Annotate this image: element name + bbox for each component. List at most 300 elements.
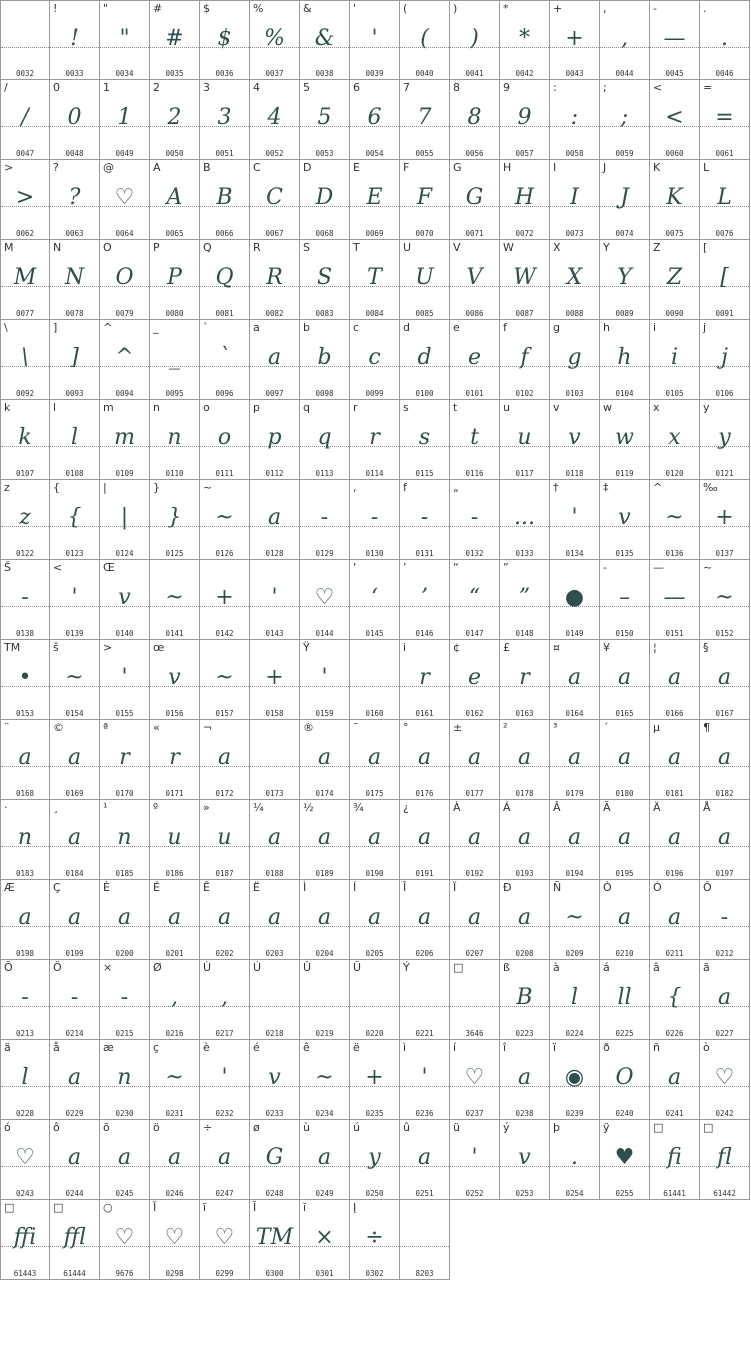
character-code: 0233 bbox=[265, 1109, 284, 1118]
character-label: ¿ bbox=[403, 801, 409, 814]
character-code: 0045 bbox=[665, 69, 684, 78]
character-code: 0206 bbox=[415, 949, 434, 958]
character-label: è bbox=[203, 1041, 210, 1054]
character-code: 0075 bbox=[665, 229, 684, 238]
glyph-sample: ♡ bbox=[164, 1225, 185, 1250]
character-label: ë bbox=[353, 1041, 360, 1054]
character-code: 0058 bbox=[565, 149, 584, 158]
character-label: } bbox=[153, 481, 160, 494]
character-code: 0124 bbox=[115, 549, 134, 558]
glyph-cell bbox=[450, 480, 500, 560]
glyph-cell bbox=[550, 640, 600, 720]
character-code: 0100 bbox=[415, 389, 434, 398]
glyph-row bbox=[0, 640, 750, 720]
glyph-cell bbox=[200, 1200, 250, 1280]
glyph-sample: 2 bbox=[167, 105, 182, 130]
character-label: ô bbox=[53, 1121, 60, 1134]
glyph-sample bbox=[400, 978, 449, 1018]
character-code: 0094 bbox=[115, 389, 134, 398]
glyph-sample: : bbox=[570, 105, 579, 130]
glyph-cell bbox=[200, 1040, 250, 1120]
character-label: : bbox=[553, 81, 557, 94]
glyph-sample: a bbox=[717, 665, 732, 690]
glyph-cell bbox=[250, 960, 300, 1040]
character-code: 0225 bbox=[615, 1029, 634, 1038]
glyph-cell bbox=[350, 1040, 400, 1120]
character-label: | bbox=[103, 481, 107, 494]
character-code: 0131 bbox=[415, 549, 434, 558]
glyph-sample: ♡ bbox=[114, 1225, 135, 1250]
glyph-sample: a bbox=[667, 745, 682, 770]
character-code: 0067 bbox=[265, 229, 284, 238]
character-label: □ bbox=[653, 1121, 664, 1134]
glyph-row bbox=[0, 960, 750, 1040]
character-label: , bbox=[603, 2, 607, 15]
character-code: 0083 bbox=[315, 309, 334, 318]
glyph-sample: e bbox=[467, 665, 482, 690]
character-label: í bbox=[453, 1041, 457, 1054]
character-code: 0036 bbox=[215, 69, 234, 78]
character-label: À bbox=[453, 801, 461, 814]
character-code: 0066 bbox=[215, 229, 234, 238]
glyph-sample: j bbox=[721, 345, 728, 370]
character-code: 0105 bbox=[665, 389, 684, 398]
character-label: / bbox=[4, 81, 8, 94]
character-code: 0123 bbox=[65, 549, 84, 558]
character-label: — bbox=[653, 561, 664, 574]
character-code: 0134 bbox=[565, 549, 584, 558]
glyph-cell bbox=[700, 640, 750, 720]
glyph-cell bbox=[550, 1040, 600, 1120]
character-label: ~ bbox=[203, 481, 213, 494]
glyph-cell bbox=[150, 640, 200, 720]
glyph-sample: f bbox=[520, 345, 529, 370]
character-label: ó bbox=[4, 1121, 11, 1134]
glyph-cell bbox=[700, 320, 750, 400]
glyph-cell bbox=[600, 1120, 650, 1200]
character-label: @ bbox=[103, 161, 114, 174]
glyph-sample: a bbox=[117, 1145, 132, 1170]
glyph-cell bbox=[0, 880, 50, 960]
glyph-sample: ● bbox=[564, 585, 585, 610]
character-code: 0078 bbox=[65, 309, 84, 318]
glyph-cell bbox=[150, 1040, 200, 1120]
character-code: 0205 bbox=[365, 949, 384, 958]
glyph-sample: ; bbox=[620, 105, 629, 130]
glyph-sample: s bbox=[418, 425, 431, 450]
character-label: B bbox=[203, 161, 211, 174]
character-label: ¤ bbox=[553, 641, 560, 654]
glyph-cell bbox=[350, 1200, 400, 1280]
glyph-sample: ' bbox=[271, 585, 278, 610]
glyph-sample: a bbox=[617, 905, 632, 930]
glyph-sample: | bbox=[120, 505, 129, 530]
glyph-cell bbox=[200, 960, 250, 1040]
glyph-cell bbox=[500, 960, 550, 1040]
glyph-cell bbox=[250, 800, 300, 880]
character-code: 0232 bbox=[215, 1109, 234, 1118]
character-label: f bbox=[503, 321, 507, 334]
glyph-cell bbox=[100, 80, 150, 160]
character-code: 0129 bbox=[315, 549, 334, 558]
character-label: ÿ bbox=[603, 1121, 610, 1134]
character-label: t bbox=[453, 401, 458, 414]
glyph-cell bbox=[400, 560, 450, 640]
character-code: 0190 bbox=[365, 869, 384, 878]
glyph-cell bbox=[400, 1200, 450, 1280]
glyph-cell bbox=[450, 880, 500, 960]
character-label: ® bbox=[303, 721, 314, 734]
character-label: ï bbox=[553, 1041, 557, 1054]
glyph-sample: { bbox=[667, 985, 682, 1010]
character-label: □ bbox=[703, 1121, 714, 1134]
glyph-cell bbox=[700, 160, 750, 240]
glyph-sample: G bbox=[465, 185, 484, 210]
character-label: ³ bbox=[553, 721, 558, 734]
character-code: 0209 bbox=[565, 949, 584, 958]
character-label: È bbox=[103, 881, 110, 894]
character-code: 0140 bbox=[115, 629, 134, 638]
character-code: 0043 bbox=[565, 69, 584, 78]
character-code: 0041 bbox=[465, 69, 484, 78]
glyph-cell bbox=[50, 1120, 100, 1200]
glyph-sample: — bbox=[663, 26, 686, 51]
glyph-cell bbox=[550, 800, 600, 880]
character-code: 0116 bbox=[465, 469, 484, 478]
glyph-sample: B bbox=[216, 185, 233, 210]
glyph-sample: r bbox=[169, 745, 180, 770]
character-code: 8203 bbox=[415, 1269, 434, 1278]
glyph-cell bbox=[300, 480, 350, 560]
character-code: 0167 bbox=[715, 709, 734, 718]
glyph-sample: H bbox=[514, 185, 535, 210]
glyph-sample: k bbox=[18, 425, 32, 450]
character-label: ¥ bbox=[603, 641, 610, 654]
glyph-cell bbox=[550, 1120, 600, 1200]
glyph-sample: a bbox=[467, 745, 482, 770]
glyph-cell bbox=[50, 0, 100, 80]
glyph-cell bbox=[450, 320, 500, 400]
character-code: 0082 bbox=[265, 309, 284, 318]
glyph-sample: e bbox=[467, 345, 482, 370]
glyph-sample: - bbox=[21, 585, 29, 610]
glyph-sample: a bbox=[517, 905, 532, 930]
glyph-sample: & bbox=[314, 26, 335, 51]
glyph-cell bbox=[650, 640, 700, 720]
character-code: 0188 bbox=[265, 869, 284, 878]
glyph-cell bbox=[400, 1120, 450, 1200]
glyph-cell bbox=[150, 320, 200, 400]
character-label: Å bbox=[703, 801, 711, 814]
glyph-sample: n bbox=[17, 825, 33, 850]
character-label: þ bbox=[553, 1121, 560, 1134]
character-label: u bbox=[503, 401, 510, 414]
glyph-cell bbox=[200, 640, 250, 720]
character-label: Ü bbox=[353, 961, 362, 974]
glyph-cell bbox=[50, 1040, 100, 1120]
character-code: 0053 bbox=[315, 149, 334, 158]
glyph-sample: ~ bbox=[665, 505, 684, 530]
character-code: 0245 bbox=[115, 1189, 134, 1198]
character-label: á bbox=[603, 961, 610, 974]
glyph-sample: - bbox=[120, 985, 129, 1010]
character-label: Ã bbox=[603, 801, 611, 814]
glyph-sample: a bbox=[717, 985, 732, 1010]
character-code: 0207 bbox=[465, 949, 484, 958]
character-label: ‡ bbox=[603, 481, 609, 494]
glyph-sample: D bbox=[315, 185, 334, 210]
glyph-row bbox=[0, 1200, 750, 1280]
character-code: 0246 bbox=[165, 1189, 184, 1198]
character-code: 0172 bbox=[215, 789, 234, 798]
glyph-cell bbox=[500, 80, 550, 160]
glyph-sample: } bbox=[167, 505, 182, 530]
character-label: Õ bbox=[4, 961, 13, 974]
glyph-sample: a bbox=[367, 905, 382, 930]
glyph-sample: 8 bbox=[467, 105, 482, 130]
character-label: ú bbox=[353, 1121, 360, 1134]
glyph-cell bbox=[450, 800, 500, 880]
character-code: 0070 bbox=[415, 229, 434, 238]
character-code: 0090 bbox=[665, 309, 684, 318]
character-label: w bbox=[603, 401, 612, 414]
character-label: h bbox=[603, 321, 610, 334]
glyph-sample: R bbox=[266, 265, 283, 290]
glyph-cell bbox=[350, 320, 400, 400]
glyph-sample: a bbox=[267, 905, 282, 930]
glyph-cell bbox=[500, 240, 550, 320]
glyph-cell bbox=[300, 800, 350, 880]
character-label: [ bbox=[703, 241, 708, 254]
glyph-cell bbox=[0, 960, 50, 1040]
character-code: 0185 bbox=[115, 869, 134, 878]
glyph-cell bbox=[150, 160, 200, 240]
character-label: Ï bbox=[453, 881, 457, 894]
character-code: 0171 bbox=[165, 789, 184, 798]
character-code: 0165 bbox=[615, 709, 634, 718]
character-code: 0157 bbox=[215, 709, 234, 718]
character-code: 0126 bbox=[215, 549, 234, 558]
glyph-sample: ◉ bbox=[564, 1065, 585, 1090]
glyph-cell bbox=[0, 0, 50, 80]
glyph-sample: ( bbox=[420, 26, 429, 51]
character-code: 0121 bbox=[715, 469, 734, 478]
character-code: 0217 bbox=[215, 1029, 234, 1038]
character-code: 0160 bbox=[365, 709, 384, 718]
glyph-sample: x bbox=[668, 425, 681, 450]
character-code: 0079 bbox=[115, 309, 134, 318]
character-code: 0204 bbox=[315, 949, 334, 958]
glyph-cell bbox=[300, 1040, 350, 1120]
character-label: õ bbox=[103, 1121, 110, 1134]
character-code: 0152 bbox=[715, 629, 734, 638]
character-code: 3646 bbox=[465, 1029, 484, 1038]
character-code: 0238 bbox=[515, 1109, 534, 1118]
glyph-cell bbox=[50, 400, 100, 480]
glyph-cell bbox=[650, 720, 700, 800]
glyph-cell bbox=[200, 240, 250, 320]
glyph-sample: a bbox=[18, 905, 32, 930]
glyph-cell bbox=[350, 480, 400, 560]
character-code: 0139 bbox=[65, 629, 84, 638]
glyph-cell bbox=[500, 1040, 550, 1120]
glyph-cell bbox=[150, 800, 200, 880]
glyph-sample: t bbox=[470, 425, 479, 450]
character-label: V bbox=[453, 241, 461, 254]
glyph-cell bbox=[700, 560, 750, 640]
character-code: 0088 bbox=[565, 309, 584, 318]
character-label: ĭ bbox=[303, 1201, 307, 1214]
glyph-cell bbox=[550, 480, 600, 560]
character-label: - bbox=[603, 561, 607, 574]
character-label: ö bbox=[153, 1121, 160, 1134]
glyph-row bbox=[0, 240, 750, 320]
glyph-cell bbox=[200, 80, 250, 160]
glyph-cell bbox=[150, 880, 200, 960]
glyph-cell bbox=[250, 0, 300, 80]
glyph-cell bbox=[250, 1120, 300, 1200]
glyph-cell bbox=[400, 240, 450, 320]
glyph-row bbox=[0, 720, 750, 800]
glyph-cell bbox=[100, 1200, 150, 1280]
glyph-cell bbox=[150, 480, 200, 560]
glyph-cell bbox=[550, 880, 600, 960]
glyph-cell bbox=[150, 400, 200, 480]
glyph-cell bbox=[350, 1120, 400, 1200]
glyph-cell bbox=[450, 640, 500, 720]
glyph-cell bbox=[100, 800, 150, 880]
character-code: 0197 bbox=[715, 869, 734, 878]
character-code: 0208 bbox=[515, 949, 534, 958]
glyph-sample: F bbox=[416, 185, 433, 210]
character-code: 0156 bbox=[165, 709, 184, 718]
glyph-cell bbox=[500, 480, 550, 560]
character-label: å bbox=[53, 1041, 60, 1054]
glyph-sample: , bbox=[171, 985, 178, 1010]
glyph-row bbox=[0, 480, 750, 560]
glyph-sample bbox=[250, 738, 299, 778]
glyph-sample: / bbox=[21, 105, 29, 130]
character-code: 0069 bbox=[365, 229, 384, 238]
glyph-sample: n bbox=[167, 425, 182, 450]
character-label: W bbox=[503, 241, 514, 254]
glyph-sample bbox=[450, 978, 499, 1018]
character-label: f bbox=[403, 481, 407, 494]
character-label: * bbox=[503, 2, 509, 15]
glyph-cell bbox=[150, 80, 200, 160]
glyph-cell bbox=[450, 240, 500, 320]
glyph-sample: ' bbox=[371, 26, 378, 51]
character-code: 0073 bbox=[565, 229, 584, 238]
glyph-cell bbox=[650, 480, 700, 560]
glyph-sample: g bbox=[567, 345, 582, 370]
character-code: 0169 bbox=[65, 789, 84, 798]
character-label: 8 bbox=[453, 81, 460, 94]
character-code: 0111 bbox=[215, 469, 234, 478]
glyph-cell bbox=[250, 400, 300, 480]
glyph-sample: a bbox=[217, 1145, 232, 1170]
character-code: 0148 bbox=[515, 629, 534, 638]
character-code: 0179 bbox=[565, 789, 584, 798]
glyph-sample: K bbox=[666, 185, 683, 210]
character-code: 0120 bbox=[665, 469, 684, 478]
glyph-cell bbox=[300, 320, 350, 400]
glyph-sample: G bbox=[265, 1145, 284, 1170]
glyph-sample: , bbox=[221, 985, 228, 1010]
character-label: ) bbox=[453, 2, 458, 15]
glyph-cell bbox=[0, 240, 50, 320]
glyph-sample: a bbox=[367, 745, 382, 770]
glyph-cell bbox=[600, 80, 650, 160]
character-code: 0236 bbox=[415, 1109, 434, 1118]
glyph-cell bbox=[0, 560, 50, 640]
character-label: P bbox=[153, 241, 160, 254]
character-label: ² bbox=[503, 721, 508, 734]
glyph-sample: a bbox=[367, 825, 382, 850]
character-label: Æ bbox=[4, 881, 15, 894]
glyph-sample: z bbox=[19, 505, 31, 530]
character-label: ½ bbox=[303, 801, 314, 814]
glyph-sample: v bbox=[168, 665, 181, 690]
glyph-sample: a bbox=[667, 825, 682, 850]
glyph-sample: ` bbox=[219, 345, 230, 370]
glyph-cell bbox=[250, 720, 300, 800]
character-label: â bbox=[653, 961, 660, 974]
glyph-cell bbox=[700, 960, 750, 1040]
glyph-sample: n bbox=[117, 825, 132, 850]
character-label: m bbox=[103, 401, 114, 414]
glyph-cell bbox=[100, 720, 150, 800]
glyph-cell bbox=[400, 80, 450, 160]
character-code: 0193 bbox=[515, 869, 534, 878]
character-label: O bbox=[103, 241, 112, 254]
glyph-sample: Z bbox=[666, 265, 683, 290]
glyph-sample: - bbox=[470, 505, 479, 530]
glyph-cell bbox=[200, 0, 250, 80]
character-label: · bbox=[4, 801, 8, 814]
character-label: Ý bbox=[403, 961, 410, 974]
character-code: 0104 bbox=[615, 389, 634, 398]
character-label: □ bbox=[4, 1201, 15, 1214]
glyph-cell bbox=[350, 0, 400, 80]
character-code: 0112 bbox=[265, 469, 284, 478]
glyph-sample: u bbox=[517, 425, 532, 450]
character-code: 0164 bbox=[565, 709, 584, 718]
character-label: 6 bbox=[353, 81, 360, 94]
character-code: 0158 bbox=[265, 709, 284, 718]
character-label: ¯ bbox=[353, 721, 359, 734]
glyph-sample: ll bbox=[617, 985, 632, 1010]
character-code: 0178 bbox=[515, 789, 534, 798]
character-code: 0074 bbox=[615, 229, 634, 238]
character-label: Ù bbox=[203, 961, 212, 974]
character-code: 0298 bbox=[165, 1269, 184, 1278]
glyph-sample: q bbox=[317, 425, 332, 450]
glyph-sample: ♡ bbox=[214, 1225, 235, 1250]
character-label: Š bbox=[4, 561, 11, 574]
glyph-sample: a bbox=[567, 745, 582, 770]
glyph-sample: Q bbox=[215, 265, 234, 290]
glyph-sample: O bbox=[615, 1065, 634, 1090]
character-code: 0099 bbox=[365, 389, 384, 398]
character-label: S bbox=[303, 241, 310, 254]
character-label: 4 bbox=[253, 81, 260, 94]
glyph-cell bbox=[200, 1120, 250, 1200]
character-label: Ç bbox=[53, 881, 61, 894]
glyph-sample: a bbox=[517, 745, 532, 770]
character-code: 0159 bbox=[315, 709, 334, 718]
character-label: □ bbox=[53, 1201, 64, 1214]
